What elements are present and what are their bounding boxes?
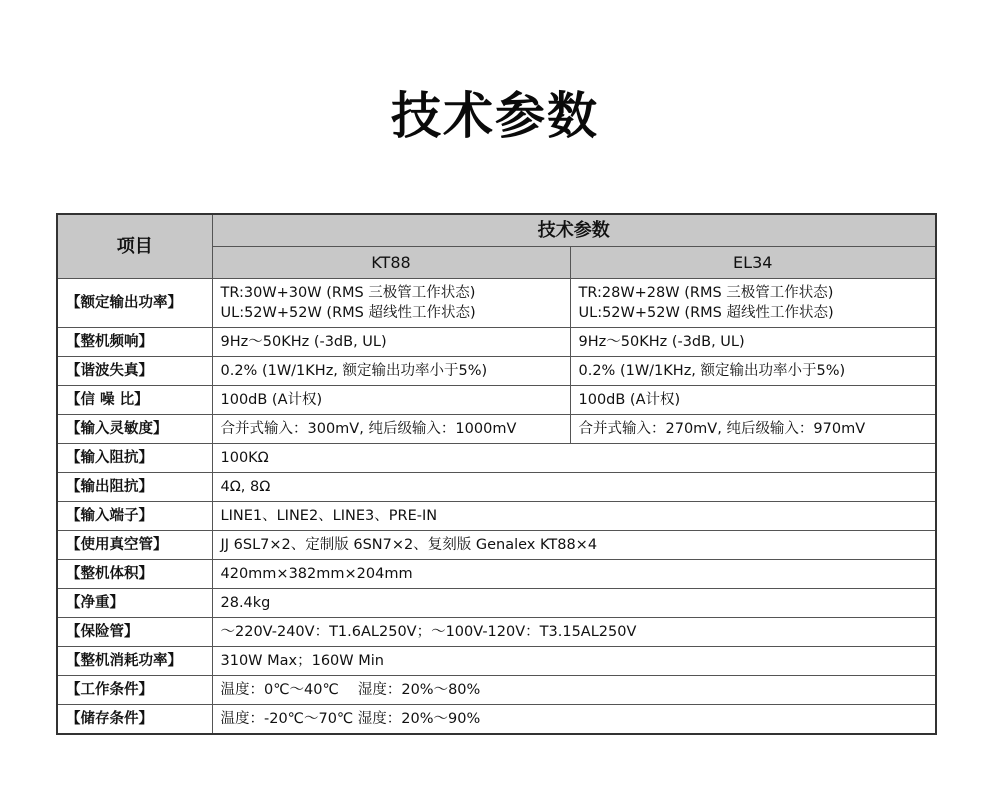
table-row xyxy=(57,705,936,735)
kt88-value: 0.2% (1W/1KHz, 额定输出功率小于5%) xyxy=(212,357,570,386)
table-row xyxy=(57,676,936,705)
el34-value: 9Hz～50KHz (-3dB, UL) xyxy=(570,328,936,357)
row-value: JJ 6SL7×2、定制版 6SN7×2、复刻版 Genalex KT88×4 xyxy=(212,531,936,560)
table-header-row xyxy=(57,214,936,247)
row-label: 【整机消耗功率】 xyxy=(57,647,212,676)
table-row xyxy=(57,279,936,328)
table-row xyxy=(57,415,936,444)
table-row xyxy=(57,328,936,357)
el34-value: 100dB (A计权) xyxy=(570,386,936,415)
kt88-value: 合并式输入：300mV, 纯后级输入：1000mV xyxy=(212,415,570,444)
table-row xyxy=(57,357,936,386)
header-model-kt88: KT88 xyxy=(212,247,570,279)
row-label: 【输入阻抗】 xyxy=(57,444,212,473)
table-row xyxy=(57,618,936,647)
row-label: 【谐波失真】 xyxy=(57,357,212,386)
el34-value xyxy=(570,279,936,328)
kt88-value: 9Hz～50KHz (-3dB, UL) xyxy=(212,328,570,357)
row-label: 【整机体积】 xyxy=(57,560,212,589)
row-value: ～220V-240V：T1.6AL250V；～100V-120V：T3.15AL250V xyxy=(212,618,936,647)
table-row xyxy=(57,531,936,560)
row-value: 310W Max；160W Min xyxy=(212,647,936,676)
table-row xyxy=(57,473,936,502)
row-label: 【使用真空管】 xyxy=(57,531,212,560)
el34-value: 0.2% (1W/1KHz, 额定输出功率小于5%) xyxy=(570,357,936,386)
row-label: 【信 噪 比】 xyxy=(57,386,212,415)
table-row xyxy=(57,589,936,618)
spec-table xyxy=(56,213,937,735)
row-value: 420mm×382mm×204mm xyxy=(212,560,936,589)
el34-value-line: TR:28W+28W (RMS 三极管工作状态) xyxy=(578,285,834,301)
table-row xyxy=(57,502,936,531)
kt88-value-line: UL:52W+52W (RMS 超线性工作状态) xyxy=(220,305,476,321)
row-value: 4Ω, 8Ω xyxy=(212,473,936,502)
row-value: LINE1、LINE2、LINE3、PRE-IN xyxy=(212,502,936,531)
row-label: 【净重】 xyxy=(57,589,212,618)
row-label: 【输出阻抗】 xyxy=(57,473,212,502)
row-label: 【额定输出功率】 xyxy=(57,279,212,328)
kt88-value: 100dB (A计权) xyxy=(212,386,570,415)
table-row xyxy=(57,560,936,589)
row-value: 温度：-20℃～70℃ 湿度：20%～90% xyxy=(212,705,936,735)
row-label: 【整机频响】 xyxy=(57,328,212,357)
row-value: 100KΩ xyxy=(212,444,936,473)
table-row xyxy=(57,386,936,415)
kt88-value xyxy=(212,279,570,328)
table-row xyxy=(57,647,936,676)
kt88-value-line: TR:30W+30W (RMS 三极管工作状态) xyxy=(220,285,476,301)
row-label: 【输入灵敏度】 xyxy=(57,415,212,444)
el34-value: 合并式输入：270mV, 纯后级输入：970mV xyxy=(570,415,936,444)
header-model-el34: EL34 xyxy=(570,247,936,279)
table-row xyxy=(57,444,936,473)
el34-value-line: UL:52W+52W (RMS 超线性工作状态) xyxy=(578,305,834,321)
header-group: 技术参数 xyxy=(212,214,936,247)
page-title: 技术参数 xyxy=(391,87,599,145)
row-value: 28.4kg xyxy=(212,589,936,618)
header-item: 项目 xyxy=(57,214,212,279)
row-label: 【储存条件】 xyxy=(57,705,212,735)
row-value: 温度：0℃～40℃ 湿度：20%～80% xyxy=(212,676,936,705)
row-label: 【工作条件】 xyxy=(57,676,212,705)
row-label: 【保险管】 xyxy=(57,618,212,647)
row-label: 【输入端子】 xyxy=(57,502,212,531)
